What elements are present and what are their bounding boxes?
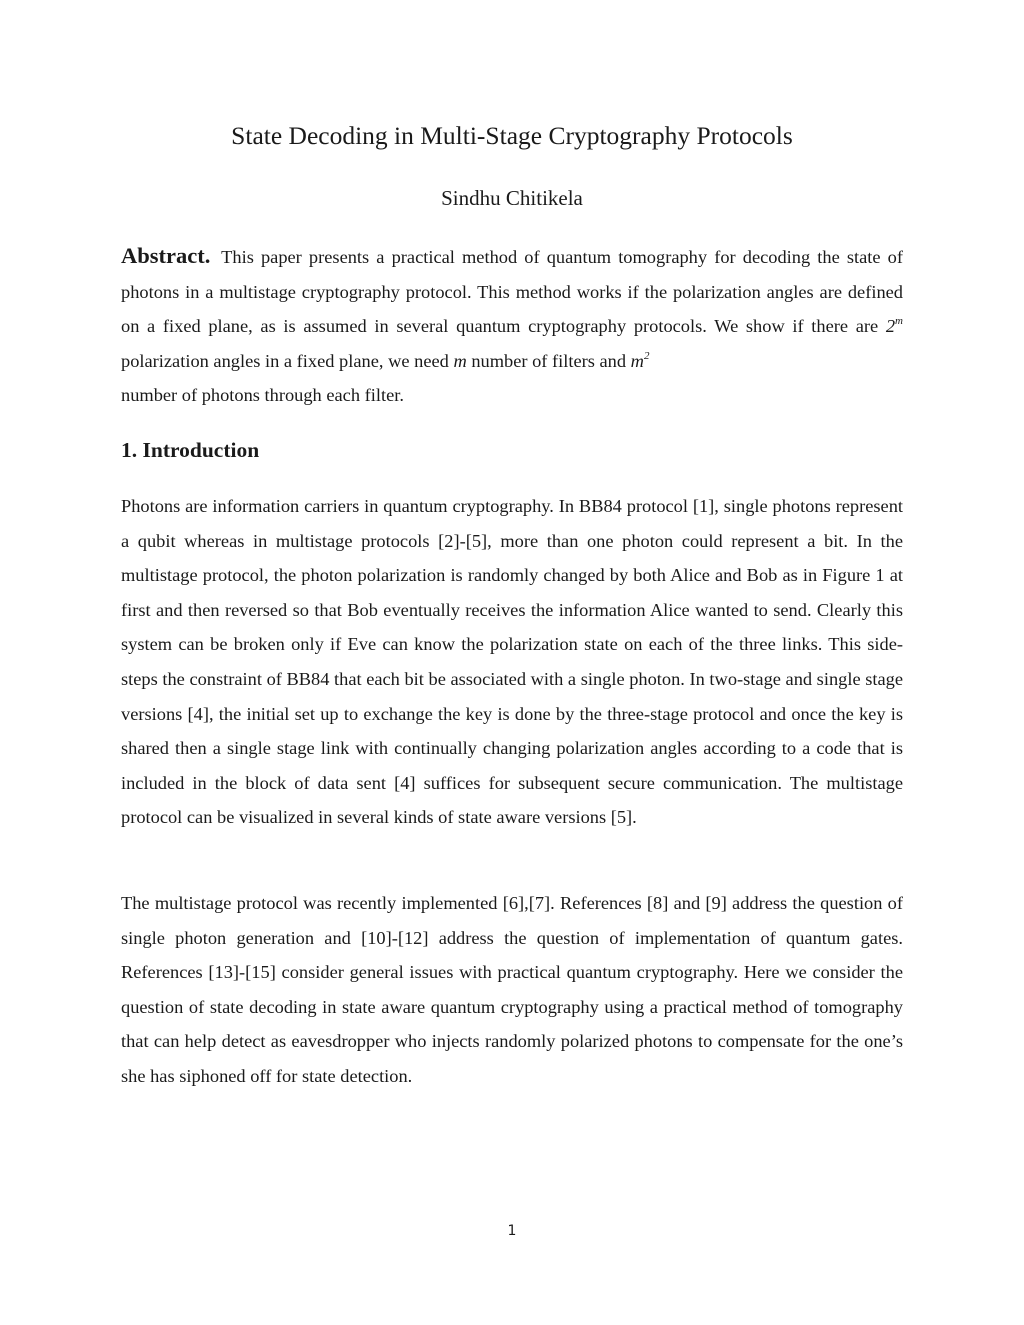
math-two: 2 [885, 316, 896, 337]
abstract-text-part-2: polarization angles in a fixed plane, we need [121, 350, 454, 371]
abstract-paragraph [121, 239, 903, 413]
abstract-text-part-3: number of filters and [466, 350, 631, 371]
abstract-text-part-4: number of photons through each filter. [121, 385, 404, 406]
math-var-m: m [453, 350, 467, 371]
intro-paragraph-1: Photons are information carriers in quantum cryptography. In BB84 protocol [1], single photons represent a qubit whereas in multistage protocols [2]-[5], more than one photon could represent a bit. In the multistage protocol, the photon polarization is randomly changed by both Alice and Bob as in Figure 1 at first and then reversed so that Bob eventually receives the information Alice wanted to send. Clearly this system can be broken only if Eve can know the polarization state on each of the three links. This side-steps the constraint of BB84 that each bit be associated with a single photon. In two-stage and single stage versions [4], the initial set up to exchange the key is done by the three-stage protocol and once the key is shared then a single stage link with continually changing polarization angles according to a code that is included in the block of data sent [4] suffices for subsequent secure communication. The multistage protocol can be visualized in several kinds of state aware versions [5]. [121, 496, 903, 828]
math-exponent-m: m [895, 315, 903, 328]
math-m-squared-base: m [630, 350, 644, 371]
paper-title: State Decoding in Multi-Stage Cryptography Protocols [231, 121, 793, 150]
abstract-label: Abstract. [121, 243, 211, 268]
author-name: Sindhu Chitikela [441, 186, 583, 210]
intro-paragraph-2: The multistage protocol was recently implemented [6],[7]. References [8] and [9] address the question of single photon generation and [10]-[12] address the question of implementation of quantum gates. References [13]-[15] consider general issues with practical quantum cryptography. Here we consider the question of state decoding in state aware quantum cryptography using a practical method of tomography that can help detect as eavesdropper who injects randomly polarized photons to compensate for the one’s she has siphoned off for state detection. [121, 893, 903, 1086]
page-number: 1 [507, 1223, 517, 1239]
section-heading-introduction: 1. Introduction [121, 438, 260, 462]
math-m-squared-exponent: 2 [643, 349, 650, 362]
abstract-text-part-1: This paper presents a practical method of quantum tomography for decoding the state of photons in a multistage cryptography protocol. This method works if the polarization angles are defined on a fixed plane, as is assumed in several quantum cryptography protocols. We show if there are [121, 247, 904, 337]
